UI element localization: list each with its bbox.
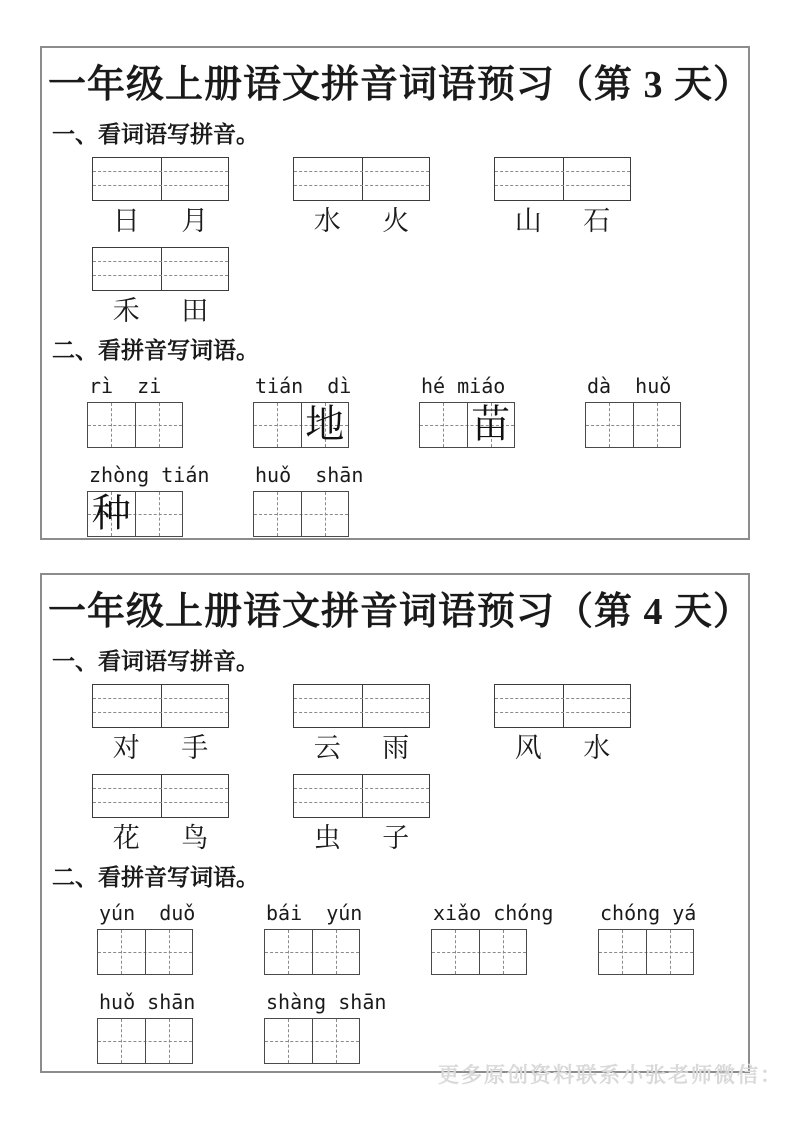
box-divider — [161, 685, 162, 727]
word-group — [92, 247, 229, 325]
dashed-guideline — [503, 930, 504, 974]
pinyin-word-group — [431, 900, 554, 975]
box-divider — [161, 775, 162, 817]
pinyin-word-group — [264, 900, 363, 975]
dashed-guideline — [93, 261, 228, 262]
character-label: 水 — [583, 733, 611, 763]
character-writing-grid — [598, 929, 694, 975]
character-grid-row — [87, 373, 748, 448]
grid-cell — [599, 930, 646, 974]
character-label: 子 — [382, 823, 410, 853]
prefilled-character: 地 — [305, 403, 345, 447]
pinyin-label: huǒ shān — [99, 990, 196, 1014]
dashed-guideline — [336, 930, 337, 974]
character-label: 禾 — [112, 296, 140, 326]
pinyin-box-row — [92, 247, 748, 325]
dashed-guideline — [277, 403, 278, 447]
character-grid-row — [97, 900, 748, 975]
dashed-guideline — [159, 492, 160, 536]
box-divider — [161, 248, 162, 290]
word-group — [494, 157, 631, 235]
character-writing-grid — [419, 402, 515, 448]
word-characters — [92, 824, 229, 852]
grid-cell — [646, 930, 694, 974]
dashed-guideline — [495, 171, 630, 172]
prefilled-character: 苗 — [471, 403, 511, 447]
pinyin-word-group — [264, 989, 387, 1064]
dashed-guideline — [495, 185, 630, 186]
pinyin-label: xiǎo chóng — [433, 901, 554, 925]
grid-cell — [145, 930, 193, 974]
pinyin-box-row — [92, 157, 748, 235]
pinyin-word-group — [97, 989, 196, 1064]
word-group — [293, 774, 430, 852]
pinyin-writing-box — [293, 157, 430, 201]
grid-cell — [432, 930, 479, 974]
word-group — [92, 774, 229, 852]
character-grid-row — [87, 462, 748, 537]
dashed-guideline — [670, 930, 671, 974]
character-writing-grid — [264, 1018, 360, 1064]
box-divider — [362, 685, 363, 727]
character-writing-grid — [264, 929, 360, 975]
pinyin-box-row — [92, 774, 748, 852]
pinyin-writing-box — [92, 684, 229, 728]
dashed-guideline — [294, 185, 429, 186]
dashed-guideline — [288, 930, 289, 974]
character-writing-grid — [87, 491, 183, 537]
character-label: 虫 — [313, 823, 341, 853]
word-group — [92, 157, 229, 235]
watermark-text: 更多原创资料联系小张老师微信： — [438, 1063, 783, 1087]
grid-cell — [98, 930, 145, 974]
character-label: 风 — [514, 733, 542, 763]
character-writing-grid — [585, 402, 681, 448]
dashed-guideline — [93, 712, 228, 713]
section1-box-rows — [42, 157, 748, 325]
dashed-guideline — [111, 403, 112, 447]
character-writing-grid — [97, 1018, 193, 1064]
pinyin-writing-box — [92, 157, 229, 201]
grid-cell — [301, 492, 349, 536]
dashed-guideline — [93, 698, 228, 699]
grid-cell — [135, 403, 183, 447]
section2-grid-rows — [42, 373, 748, 537]
grid-cell — [633, 403, 681, 447]
box-divider — [362, 158, 363, 200]
pinyin-label: huǒ shān — [255, 463, 364, 487]
word-characters — [293, 207, 430, 235]
word-characters — [92, 734, 229, 762]
character-label: 云 — [313, 733, 341, 763]
dashed-guideline — [443, 403, 444, 447]
dashed-guideline — [169, 930, 170, 974]
character-label: 石 — [583, 206, 611, 236]
pinyin-box-row — [92, 684, 748, 762]
dashed-guideline — [622, 930, 623, 974]
pinyin-label: chóng yá — [600, 901, 697, 925]
panel-title: 一年级上册语文拼音词语预习（第 4 天） — [48, 591, 753, 633]
dashed-guideline — [93, 171, 228, 172]
dashed-guideline — [336, 1019, 337, 1063]
prefilled-character: 种 — [91, 492, 131, 536]
pinyin-label: dà huǒ — [587, 374, 672, 398]
box-divider — [362, 775, 363, 817]
pinyin-label: hé miáo — [421, 374, 506, 398]
section1-heading: 一、看词语写拼音。 — [52, 649, 259, 674]
word-characters — [494, 734, 631, 762]
pinyin-label: bái yún — [266, 901, 363, 925]
dashed-guideline — [93, 185, 228, 186]
dashed-guideline — [169, 1019, 170, 1063]
character-writing-grid — [431, 929, 527, 975]
pinyin-word-group — [87, 462, 210, 537]
grid-cell — [98, 1019, 145, 1063]
word-group — [293, 684, 430, 762]
pinyin-writing-box — [293, 774, 430, 818]
dashed-guideline — [93, 802, 228, 803]
pinyin-label: rì zi — [89, 374, 162, 398]
pinyin-word-group — [598, 900, 697, 975]
dashed-guideline — [294, 698, 429, 699]
dashed-guideline — [294, 712, 429, 713]
section2-heading: 二、看拼音写词语。 — [52, 338, 259, 363]
word-group — [494, 684, 631, 762]
pinyin-writing-box — [494, 684, 631, 728]
dashed-guideline — [159, 403, 160, 447]
dashed-guideline — [121, 1019, 122, 1063]
pinyin-writing-box — [293, 684, 430, 728]
dashed-guideline — [325, 492, 326, 536]
word-characters — [92, 207, 229, 235]
character-label: 花 — [112, 823, 140, 853]
dashed-guideline — [294, 802, 429, 803]
grid-cell — [312, 930, 360, 974]
dashed-guideline — [288, 1019, 289, 1063]
pinyin-word-group — [585, 373, 681, 448]
grid-cell — [265, 930, 312, 974]
grid-cell — [265, 1019, 312, 1063]
dashed-guideline — [93, 788, 228, 789]
box-divider — [563, 685, 564, 727]
dashed-guideline — [121, 930, 122, 974]
character-writing-grid — [253, 402, 349, 448]
character-label: 对 — [112, 733, 140, 763]
panel-title: 一年级上册语文拼音词语预习（第 3 天） — [48, 64, 753, 106]
worksheet-panel-day3 — [40, 46, 753, 540]
pinyin-writing-box — [92, 247, 229, 291]
pinyin-writing-box — [494, 157, 631, 201]
dashed-guideline — [277, 492, 278, 536]
grid-cell — [254, 492, 301, 536]
word-group — [293, 157, 430, 235]
dashed-guideline — [455, 930, 456, 974]
dashed-guideline — [93, 275, 228, 276]
grid-cell — [467, 403, 515, 447]
grid-cell — [479, 930, 527, 974]
pinyin-word-group — [97, 900, 196, 975]
character-label: 月 — [181, 206, 209, 236]
dashed-guideline — [657, 403, 658, 447]
character-label: 火 — [382, 206, 410, 236]
dashed-guideline — [495, 712, 630, 713]
section2-grid-rows — [42, 900, 748, 1064]
character-label: 山 — [514, 206, 542, 236]
box-divider — [161, 158, 162, 200]
pinyin-word-group — [87, 373, 183, 448]
dashed-guideline — [294, 171, 429, 172]
character-label: 鸟 — [181, 823, 209, 853]
grid-cell — [420, 403, 467, 447]
character-grid-row — [97, 989, 748, 1064]
character-writing-grid — [87, 402, 183, 448]
word-characters — [293, 734, 430, 762]
box-divider — [563, 158, 564, 200]
word-characters — [494, 207, 631, 235]
character-label: 雨 — [382, 733, 410, 763]
pinyin-label: tián dì — [255, 374, 352, 398]
pinyin-label: shàng shān — [266, 990, 387, 1014]
pinyin-word-group — [419, 373, 515, 448]
section1-heading: 一、看词语写拼音。 — [52, 122, 259, 147]
grid-cell — [301, 403, 349, 447]
character-label: 田 — [181, 296, 209, 326]
word-group — [92, 684, 229, 762]
character-writing-grid — [253, 491, 349, 537]
worksheet-panel-day4 — [40, 573, 753, 1073]
grid-cell — [88, 492, 135, 536]
character-label: 日 — [112, 206, 140, 236]
dashed-guideline — [609, 403, 610, 447]
word-characters — [92, 297, 229, 325]
grid-cell — [254, 403, 301, 447]
pinyin-label: zhòng tián — [89, 463, 210, 487]
section1-box-rows — [42, 684, 748, 852]
grid-cell — [586, 403, 633, 447]
grid-cell — [145, 1019, 193, 1063]
section2-heading: 二、看拼音写词语。 — [52, 865, 259, 890]
pinyin-word-group — [253, 462, 364, 537]
grid-cell — [135, 492, 183, 536]
grid-cell — [88, 403, 135, 447]
word-characters — [293, 824, 430, 852]
character-writing-grid — [97, 929, 193, 975]
pinyin-writing-box — [92, 774, 229, 818]
pinyin-label: yún duǒ — [99, 901, 196, 925]
character-label: 水 — [313, 206, 341, 236]
character-label: 手 — [181, 733, 209, 763]
pinyin-word-group — [253, 373, 352, 448]
dashed-guideline — [294, 788, 429, 789]
grid-cell — [312, 1019, 360, 1063]
dashed-guideline — [495, 698, 630, 699]
